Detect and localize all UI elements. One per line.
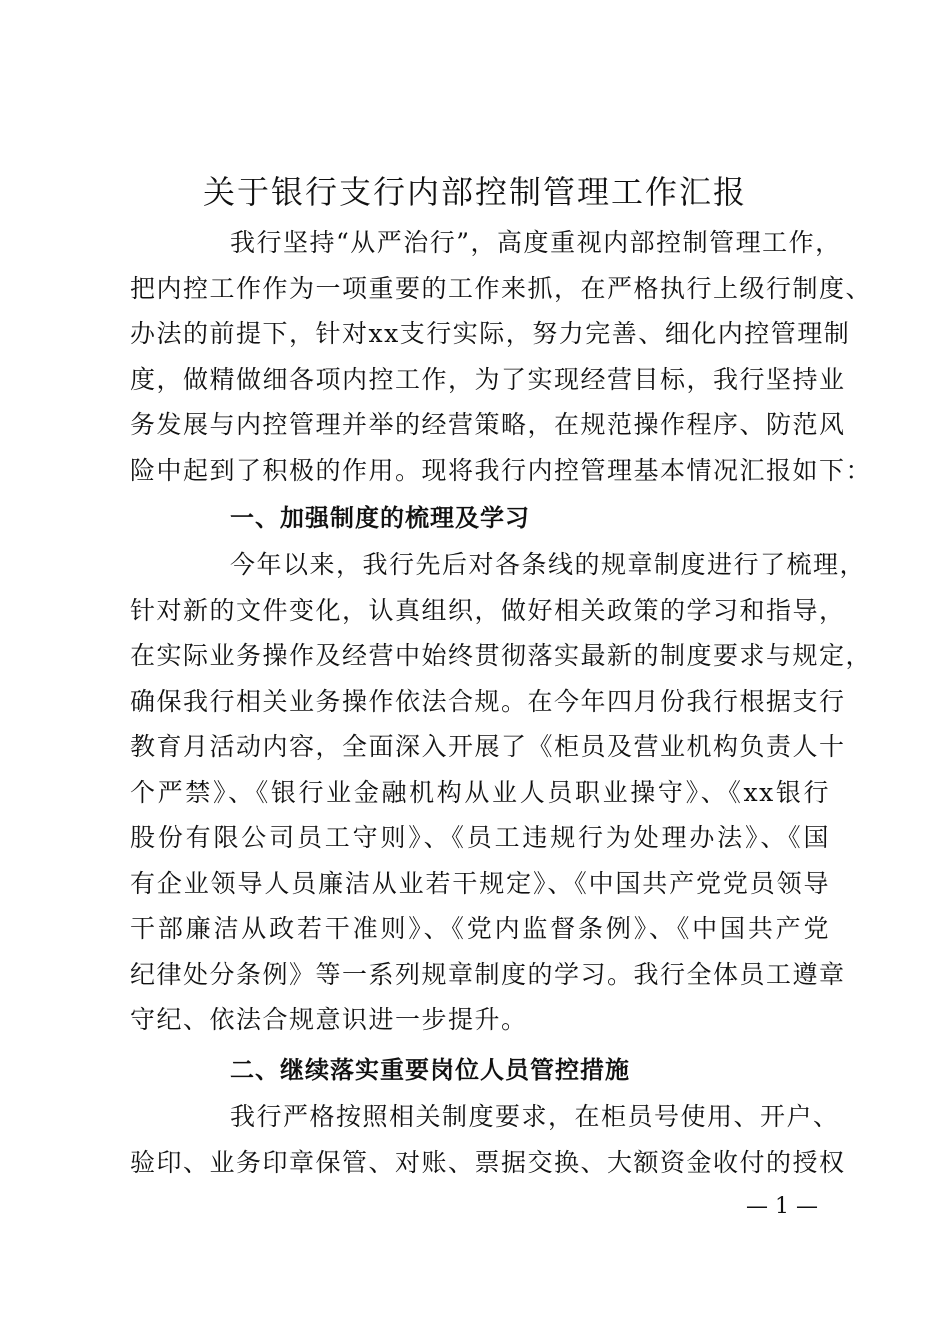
paragraph-line: 个严禁》、《银行业金融机构从业人员职业操守》、《xx银行 — [130, 777, 830, 807]
paragraph-line: 有企业领导人员廉洁从业若干规定》、《中国共产党党员领导 — [130, 868, 830, 898]
paragraph-intro — [130, 220, 873, 493]
paragraph-line: 把内控工作作为一项重要的工作来抓，在严格执行上级行制度、 — [130, 273, 873, 303]
section-heading-2: 二、继续落实重要岗位人员管控措施 — [230, 1056, 630, 1084]
paragraph-line: 在实际业务操作及经营中始终贯彻落实最新的制度要求与规定， — [130, 641, 873, 670]
section-heading-1: 一、加强制度的梳理及学习 — [230, 504, 530, 532]
paragraph-line: 股份有限公司员工守则》、《员工违规行为处理办法》、《国 — [130, 823, 830, 852]
paragraph-line: 针对新的文件变化，认真组织，做好相关政策的学习和指导， — [130, 595, 846, 625]
paragraph-section-1 — [130, 542, 873, 1043]
paragraph-line: 险中起到了积极的作用。现将我行内控管理基本情况汇报如下： — [130, 455, 873, 485]
paragraph-line: 我行严格按照相关制度要求，在柜员号使用、开户、 — [230, 1102, 840, 1131]
paragraph-line: 干部廉洁从政若干准则》、《党内监督条例》、《中国共产党 — [130, 914, 830, 943]
paragraph-line: 确保我行相关业务操作依法合规。在今年四月份我行根据支行 — [130, 686, 846, 716]
paragraph-section-2 — [130, 1094, 846, 1185]
paragraph-line: 办法的前提下，针对xx支行实际，努力完善、细化内控管理制 — [130, 319, 851, 348]
paragraph-line: 验印、业务印章保管、对账、票据交换、大额资金收付的授权 — [130, 1147, 846, 1177]
paragraph-line: 纪律处分条例》等一系列规章制度的学习。我行全体员工遵章 — [130, 959, 846, 989]
paragraph-line: 今年以来，我行先后对各条线的规章制度进行了梳理， — [230, 550, 867, 579]
paragraph-line: 教育月活动内容，全面深入开展了《柜员及营业机构负责人十 — [130, 732, 846, 761]
document-title: 关于银行支行内部控制管理工作汇报 — [202, 173, 747, 211]
paragraph-line: 度，做精做细各项内控工作，为了实现经营目标，我行坚持业 — [130, 364, 846, 394]
page-number: — 1 — — [746, 1194, 818, 1219]
paragraph-line: 务发展与内控管理并举的经营策略，在规范操作程序、防范风 — [130, 410, 846, 439]
paragraph-line: 守纪、依法合规意识进一步提升。 — [130, 1005, 528, 1034]
paragraph-line: 我行坚持“从严治行”，高度重视内部控制管理工作， — [230, 228, 842, 257]
